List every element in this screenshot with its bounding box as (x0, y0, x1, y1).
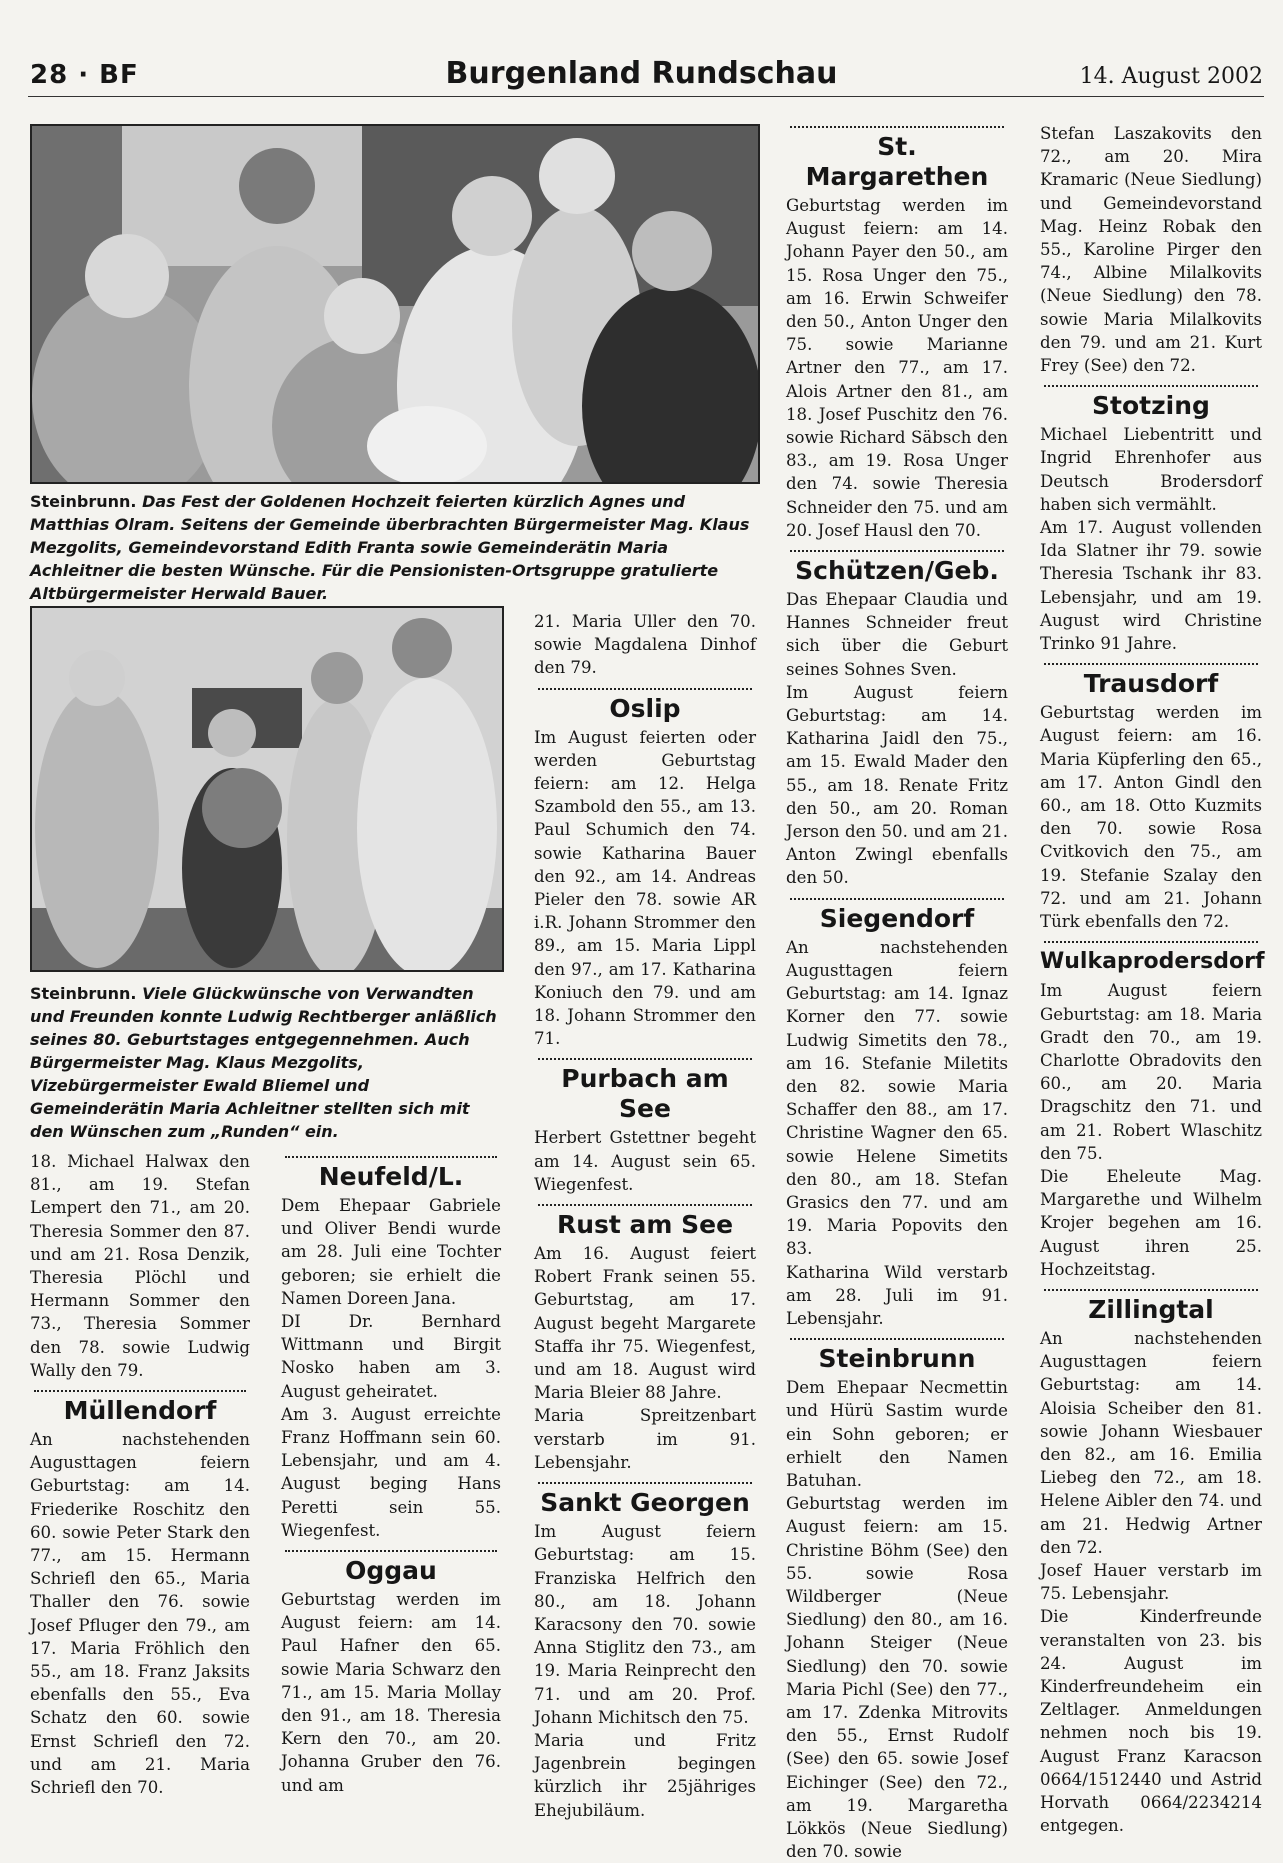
divider (790, 126, 1004, 128)
rust-p2: Maria Spreitzenbart verstarb im 91. Lebensjahr. (534, 1406, 756, 1472)
divider (538, 688, 752, 690)
section-title-steinbrunn: Steinbrunn (818, 1344, 976, 1374)
photo2-caption-place: Steinbrunn. (30, 984, 137, 1003)
divider (285, 1550, 497, 1552)
schuetzen-p1: Das Ehepaar Claudia und Hannes Schneider freut sich über die Geburt seines Sohnes Sven. (786, 590, 1008, 679)
column-3 (534, 610, 756, 1822)
section-title-trausdorf: Trausdorf (1083, 669, 1219, 699)
st-margarethen-text: Geburtstag werden im August feiern: am 14. Johann Payer den 50., am 15. Rosa Unger den 75., am 16. Erwin Schweifer den 50., Anton Unger den 75. sowie Marianne Artner den 77., am 17. Alois Artner den 81., am 18. Josef Puschitz den 76. sowie Richard Säbsch den 83., am 19. Rosa Unger den 74. sowie Theresia Schneider den 75. und am 20. Josef Hausl den 70. (786, 196, 1008, 540)
sankt-georgen-p1: Im August feiern Geburtstag: am 15. Franziska Helfrich den 80., am 18. Johann Karacsony den 70. sowie Anna Stiglitz den 73., am 19. Maria Reinprecht den 71. und am 20. Prof. Johann Michitsch den 75. (534, 1522, 756, 1727)
paper-name: Burgenland Rundschau (445, 56, 838, 91)
section-title-muellendorf: Müllendorf (63, 1396, 217, 1426)
purbach-text: Herbert Gstettner begeht am 14. August sein 65. Wiegenfest. (534, 1128, 756, 1194)
divider (790, 1338, 1004, 1340)
trausdorf-text: Geburtstag werden im August feiern: am 16. Maria Küpferling den 65., am 17. Anton Gindl den 60., am 18. Otto Kuzmits den 70. sowie Rosa Cvitkovich den 75., am 19. Stefanie Szalay den 72. und am 21. Johann Türk ebenfalls den 72. (1040, 703, 1262, 932)
oggau-text: Geburtstag werden im August feiern: am 14. Paul Hafner den 65. sowie Maria Schwarz den 71., am 15. Maria Mollay den 91., am 18. Theresia Kern den 70., am 20. Johanna Gruber den 76. und am (281, 1590, 501, 1795)
zillingtal-p1: An nachstehenden Augusttagen feiern Geburtstag: am 14. Aloisia Scheiber den 81. sowie Johann Wiesbauer den 82., am 16. Emilia Liebeg den 72., am 18. Helene Aibler den 74. und am 21. Hedwig Artner den 72. (1040, 1328, 1262, 1557)
issue-date: 14. August 2002 (1079, 64, 1263, 89)
siegendorf-p1: An nachstehenden Augusttagen feiern Geburtstag: am 14. Ignaz Korner den 77. sowie Ludwig Simetits den 78., am 16. Stefanie Miletits den 82. sowie Maria Schaffer den 88., am 17. Christine Wagner den 65. sowie Helene Simetits den 80., am 18. Stefan Grasics den 77. und am 19. Maria Popovits den 83. (786, 937, 1008, 1259)
zillingtal-p2: Josef Hauer verstarb im 75. Lebensjahr. (1040, 1560, 1262, 1604)
divider (538, 1204, 752, 1206)
schuetzen-p2: Im August feiern Geburtstag: am 14. Katharina Jaidl den 75., am 15. Ewald Mader den 55., am 18. Renate Fritz den 50., am 20. Roman Jerson den 50. und am 21. Anton Zwingl ebenfalls den 50. (786, 682, 1008, 888)
photo1-caption (30, 490, 758, 605)
sankt-georgen-p2: Maria und Fritz Jagenbrein begingen kürzlich ihr 25jähriges Ehejubiläum. (534, 1730, 756, 1820)
divider (1044, 1289, 1258, 1291)
zillingtal-p3: Die Kinderfreunde veranstalten von 23. bis 24. August im Kinderfreundeheim ein Zeltlager. Anmeldungen nehmen noch bis 19. August Franz Karacson 0664/1512440 und Astrid Horvath 0664/2234214 entgegen. (1040, 1607, 1262, 1836)
stotzing-p1: Michael Liebentritt und Ingrid Ehrenhofer aus Deutsch Brodersdorf haben sich vermählt. (1040, 425, 1262, 514)
wulkaprodersdorf-p1: Im August feiern Geburtstag: am 18. Maria Gradt den 70., am 19. Charlotte Obradovits den 60., am 20. Maria Dragschitz den 71. und am 21. Robert Wlaschitz den 75. (1040, 981, 1262, 1163)
section-title-rust: Rust am See (556, 1210, 734, 1240)
rust-p1: Am 16. August feiert Robert Frank seinen 55. Geburtstag, am 17. August begeht Margarete Staffa ihr 75. Wiegenfest, und am 18. August wird Maria Bleier 88 Jahre. (534, 1244, 756, 1403)
divider (538, 1482, 752, 1484)
section-title-sankt-georgen: Sankt Georgen (540, 1488, 750, 1518)
section-title-neufeld: Neufeld/L. (318, 1162, 464, 1191)
column-5 (1040, 122, 1265, 1837)
divider (1044, 385, 1258, 387)
divider (1044, 941, 1258, 943)
photo2-caption (30, 982, 502, 1143)
page-label: 28 · BF (30, 60, 139, 90)
wulkaprodersdorf-p2: Die Eheleute Mag. Margarethe und Wilhelm Krojer begehen am 16. August ihren 25. Hochzeitstag. (1040, 1166, 1262, 1279)
section-title-oslip: Oslip (609, 693, 681, 723)
section-title-st-margarethen: St. Margarethen (805, 132, 989, 191)
neufeld-p3: Am 3. August erreichte Franz Hoffmann sein 60. Lebensjahr, und am 4. August beging Hans Peretti sein 55. Wiegenfest. (281, 1404, 501, 1540)
column-4 (786, 122, 1008, 1863)
photo-golden-wedding (30, 124, 760, 484)
col3-intro: 21. Maria Uller den 70. sowie Magdalena Dinhof den 79. (534, 612, 756, 678)
steinbrunn-p2: Geburtstag werden im August feiern: am 15. Christine Böhm (See) den 55. sowie Rosa Wildberger (Neue Siedlung) den 80., am 16. Johann Steiger (Neue Siedlung) den 70. sowie Maria Pichl (See) den 77., am 17. Zdenka Mitrovits den 55., Ernst Rudolf (See) den 65. sowie Josef Eichinger (See) den 72., am 19. Margaretha Lökkös (Neue Siedlung) den 70. sowie (786, 1494, 1008, 1862)
section-title-purbach: Purbach am See (561, 1064, 729, 1124)
photo1-caption-place: Steinbrunn. (30, 492, 137, 511)
photo1-caption-text: Das Fest der Goldenen Hochzeit feierten kürzlich Agnes und Matthias Olram. Seitens der Gemeinde überbrachten Bürgermeister Mag. Klaus Mezgolits, Gemeindevorstand Edith Franta sowie Gemeinderätin Maria Achleitner die besten Wünsche. Für die Pensionisten-Ortsgruppe gratulierte Altbürgermeister Herwald Bauer. (30, 492, 750, 603)
siegendorf-p2: Katharina Wild verstarb am 28. Juli im 91. Lebensjahr. (786, 1262, 1008, 1328)
section-title-wulkaprodersdorf: Wulkaprodersdorf (1040, 949, 1265, 975)
photo2-caption-text: Viele Glückwünsche von Verwandten und Freunden konnte Ludwig Rechtberger anläßlich seines 80. Geburtstages entgegennehmen. Auch Bürgermeister Mag. Klaus Mezgolits, Vizebürgermeister Ewald Bliemel und Gemeinderätin Maria Achleitner stellten sich mit den Wünschen zum „Runden“ ein. (30, 984, 497, 1141)
col1-intro: 18. Michael Halwax den 81., am 19. Stefan Lempert den 71., am 20. Theresia Sommer den 87. und am 21. Rosa Denzik, Theresia Plöchl und Hermann Sommer den 73., Theresia Sommer den 78. sowie Ludwig Wally den 79. (30, 1152, 250, 1380)
steinbrunn-p1: Dem Ehepaar Necmettin und Hürü Sastim wurde ein Sohn geboren; er erhielt den Namen Batuhan. (786, 1378, 1008, 1490)
column-2 (281, 1150, 501, 1797)
muellendorf-text: An nachstehenden Augusttagen feiern Geburtstag: am 14. Friederike Roschitz den 60. sowie Peter Stark den 77., am 15. Hermann Schriefl den 65., Maria Thaller den 76. sowie Josef Pfluger den 79., am 17. Maria Fröhlich den 55., am 18. Franz Jaksits ebenfalls den 55., Eva Schatz den 60. sowie Ernst Schriefl den 72. und am 21. Maria Schriefl den 70. (30, 1430, 250, 1798)
col5-intro: Stefan Laszakovits den 72., am 20. Mira Kramaric (Neue Siedlung) und Gemeindevorstand Mag. Heinz Robak den 55., Karoline Pirger den 74., Albine Milalkovits (Neue Siedlung) den 78. sowie Maria Milalkovits den 79. und am 21. Kurt Frey (See) den 72. (1040, 124, 1262, 376)
divider (538, 1058, 752, 1060)
neufeld-p2: DI Dr. Bernhard Wittmann und Birgit Nosko haben am 3. August geheiratet. (281, 1312, 501, 1401)
divider (1044, 663, 1258, 665)
section-title-schuetzen: Schützen/Geb. (795, 556, 999, 586)
oslip-text: Im August feierten oder werden Geburtstag feiern: am 12. Helga Szambold den 55., am 13. Paul Schumich den 74. sowie Katharina Bauer den 92., am 14. Andreas Pieler den 78. sowie AR i.R. Johann Strommer den 89., am 15. Maria Lippl den 97., am 17. Katharina Koniuch den 79. und am 18. Johann Strommer den 71. (534, 727, 756, 1049)
section-title-zillingtal: Zillingtal (1088, 1294, 1214, 1324)
section-title-siegendorf: Siegendorf (819, 903, 975, 933)
divider (790, 898, 1004, 900)
section-title-oggau: Oggau (345, 1556, 437, 1586)
divider (34, 1390, 246, 1392)
neufeld-p1: Dem Ehepaar Gabriele und Oliver Bendi wurde am 28. Juli eine Tochter geboren; sie erhielt die Namen Doreen Jana. (281, 1196, 501, 1308)
column-1 (30, 1150, 250, 1799)
photo-80th-birthday (30, 606, 504, 972)
divider (285, 1156, 497, 1158)
section-title-stotzing: Stotzing (1092, 391, 1210, 421)
stotzing-p2: Am 17. August vollenden Ida Slatner ihr 79. sowie Theresia Tschank ihr 83. Lebensjahr, und am 19. August wird Christine Trinko 91 Jahre. (1040, 518, 1262, 654)
header-rule (28, 96, 1264, 97)
divider (790, 550, 1004, 552)
